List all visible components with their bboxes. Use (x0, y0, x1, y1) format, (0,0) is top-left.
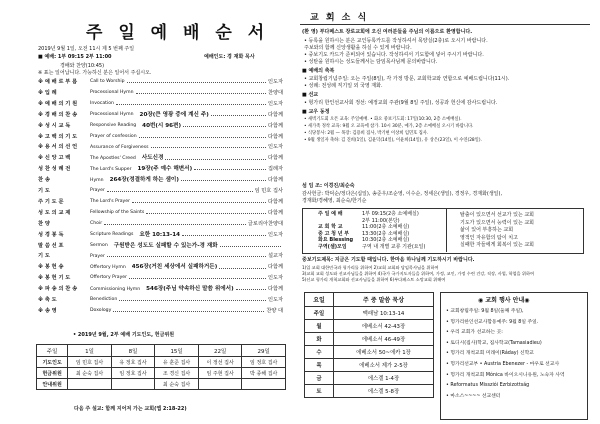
order-leader: 다함께 (267, 133, 283, 140)
order-item: ※ 송 영 (38, 307, 57, 314)
worship-title: 주 일 예 배 순 서 (86, 23, 270, 43)
worship-time: ■ 예배: 1부 09:15 2부 11:00 (38, 54, 112, 60)
schedule-row-label: 기도인도 (37, 357, 68, 368)
order-dots (119, 300, 266, 301)
order-row (38, 113, 283, 119)
order-row (38, 254, 283, 259)
news-line: • 새벽기도회 오픈 교육: 주일예배. • 화요 중보기도회: 17일(10:30, 2층 소예배실). (304, 117, 462, 122)
order-dots (129, 278, 266, 279)
events-title: ◉ 교회 행사 안내◉ (478, 297, 530, 304)
order-eng: Prayer of confession (90, 133, 137, 139)
order-dots (139, 137, 266, 138)
order-item: ※ 예 배 로 부 름 (38, 79, 78, 85)
meditation-text: 에스겔 5-8장 (334, 385, 434, 398)
order-dots (146, 213, 266, 214)
event-line: • 마소스~~~~ 선교센터 (446, 393, 501, 399)
order-eng: Benediction (90, 297, 118, 303)
schedule-row (37, 368, 286, 379)
order-leader: 인도자 (267, 144, 283, 151)
times-box-divider (446, 208, 447, 252)
order-eng: Commissioning Hymn (90, 286, 141, 292)
schedule-cell: 임 정호 집사 (111, 368, 155, 379)
meditation-row (305, 333, 434, 346)
order-row (38, 211, 283, 216)
order-dots (236, 289, 266, 290)
news-line: • 성탄을 원하시는 성도들께서는 담임목사님께 문의바랍니다. (304, 59, 438, 65)
news-title: 교 회 소 식 (310, 13, 369, 23)
order-row (38, 265, 283, 271)
order-dots (182, 235, 266, 236)
order-eng: Processional Hymn (90, 90, 134, 96)
prayer-title: 중보기도제목: 지금은 기도할 때입니다. 한마음 하나님께 기도하시기 바랍니다. (302, 257, 475, 263)
order-leader: 다함께 (267, 122, 283, 129)
prayer-line-1: 1)입 교회 대한민국과 헝가리를 위하여 2)교회 교회와 담임목사님을 위하여 (302, 265, 439, 270)
schedule-cell: 유 정호 집사 (111, 357, 155, 368)
schedule-cell (198, 379, 242, 390)
order-row (38, 80, 283, 85)
order-leader: 인도자 (267, 275, 283, 282)
order-eng: Offertory Prayer (90, 275, 128, 281)
order-eng: Scripture Readings (90, 232, 134, 238)
meditation-day: 목 (305, 359, 334, 372)
order-leader: 임 민호 집사 (254, 188, 283, 194)
order-row (38, 167, 283, 173)
order-row (38, 102, 283, 107)
schedule-cell: 임 주현 집사 (198, 368, 242, 379)
order-item: 찬 송 (38, 177, 50, 184)
order-eng: The Lord's Supper (90, 166, 132, 172)
order-leader: 인도자 (267, 79, 283, 85)
order-leader: 다함께 (267, 177, 283, 184)
schedule-header: 주일 (37, 345, 68, 357)
prayer-line-3: 5)선교 헝가리 개척교회와 선교사님들을 위하여 6)부다페스트 소망교회 위해여 (302, 277, 446, 282)
schedule-cell: 최 순숙 집사 (155, 379, 199, 390)
section-heading: ■ 선교 (302, 92, 319, 98)
meditation-day: 금 (305, 372, 334, 385)
news-line: • 새가족 정착 교육: 9월 오 교육에 참가. 10시 30분, 예가, 2층 소예배실 오시기 바랍니다. (304, 124, 474, 129)
order-dots (104, 224, 246, 225)
order-row (38, 298, 283, 303)
order-row (38, 200, 283, 205)
order-dots (127, 82, 266, 83)
order-item: 기 도 (38, 188, 50, 194)
meditation-text: 에스겔 1-4장 (334, 372, 434, 385)
order-item: ※ 고 백 의 기 도 (38, 133, 78, 140)
order-leader: 다함께 (267, 264, 283, 271)
time-value: 13:30(2층 소예배실) (362, 230, 410, 237)
order-row (38, 309, 283, 314)
order-detail: 20장(큰 영광 중에 계신 주) (139, 111, 209, 118)
meditation-day: 월 (305, 320, 334, 333)
time-value: 11:00(2층 소예배실) (362, 224, 410, 231)
event-line: • 교회창립주일: 9월 8일(둘째 주일), (446, 309, 524, 314)
news-line: • 등록을 원하시는 분은 교인등록카드를 작성하셔서 목양실(2층)로 오시기 바랍니다. (304, 38, 488, 44)
order-leader: 인도자 (267, 297, 283, 303)
meditation-text: 에베소서 46-49장 (334, 333, 434, 346)
schedule-cell (111, 379, 155, 390)
order-item: 성 찬 성 례 전 (38, 166, 71, 173)
schedule-row-label: 안내위원 (37, 379, 68, 390)
order-eng: Fellowship of the Saints (90, 210, 145, 216)
order-item: ※ 축 도 (38, 297, 57, 303)
schedule-cell: 이 정선 집사 (198, 357, 242, 368)
order-leader: 다함께 (267, 155, 283, 162)
event-line: • 헝가리선교부 • Austria Ebenezer - 마우로 선교사 (446, 362, 560, 367)
order-eng: The Lord's Prayer (90, 199, 130, 205)
time-label: 구역(셀)모임 (318, 244, 347, 250)
order-leader: 설교자 (267, 253, 283, 260)
schedule-table (36, 344, 286, 390)
meditation-text: 에베소서 42-43장 (334, 320, 434, 333)
order-item: ※ 파 송 의 찬 송 (38, 286, 78, 293)
vision-line: 탈출이 있으면서 선교가 있는 교회 (460, 212, 534, 218)
schedule-cell: 임 정호 집사 (242, 357, 286, 368)
meditation-text: 에베소서 제가 2-5장 (334, 359, 434, 372)
meditation-day: 수 (305, 346, 334, 359)
time-value: 2부 11:00(본당) (362, 217, 400, 224)
officers-label: 섬 임 조: 이경진/최순숙 (302, 183, 355, 189)
schedule-row (37, 357, 286, 368)
meditation-text: 맥래남 10:13-14 (334, 307, 434, 320)
meditation-row (305, 385, 434, 398)
order-item: ※ 성 시 교 독 (38, 122, 71, 129)
order-item: 기 도 (38, 253, 50, 260)
order-detail: 264장(정결하게 하는 샘이) (109, 177, 179, 184)
order-item: ※ 입 례 (38, 89, 57, 96)
order-eng: The Apostles' Creed (90, 155, 136, 161)
order-item: ※ 용 서 의 선 언 (38, 144, 78, 151)
event-line: • 토디시(집사)학교, 집사학교(Tamasiadieu) (446, 340, 542, 346)
order-eng: Call to Worship (90, 79, 125, 85)
officers-line-1: 감사헌금: 박덕순/정다은(십일), 송준우/조순영, 이수순, 정세은(생일), 경정우, 경재화(생일), (302, 191, 503, 197)
order-row (38, 222, 283, 227)
vision-line: 기도가 있으면서 능력이 있는 교회 (460, 219, 534, 226)
order-row (38, 244, 283, 250)
schedule-row-label: 헌금위원 (37, 368, 68, 379)
praise-time: 경배와 찬양(10:45) (60, 63, 105, 69)
order-leader: 인도자 (267, 100, 283, 107)
event-line: • 우리 교회가 선교하는 곳: (446, 330, 503, 336)
meditation-row (305, 372, 434, 385)
meditation-day: 화 (305, 333, 334, 346)
welcome-line: (환 영) 부다페스트 장로교회에 오신 여러분들을 주님의 이름으로 환영합니다. (302, 29, 473, 35)
order-dots (107, 191, 253, 192)
meditation-text: 에베소서 50~에카 1장 (334, 346, 434, 359)
schedule-cell: 최 순숙 집사 (68, 368, 112, 379)
order-row (38, 233, 283, 239)
order-eng: Responsive Reading (90, 123, 137, 129)
order-dots (165, 159, 265, 160)
order-detail: 구원받은 성도도 실패할 수 있는가-경 재화 (113, 242, 218, 249)
order-eng: Prayer (90, 253, 105, 259)
order-dots (181, 180, 266, 181)
officers-line-2: 경재화/경혜영, 최순숙/한기순 (302, 198, 367, 204)
order-leader: 찬양대 (267, 89, 283, 96)
order-row (38, 124, 283, 130)
order-leader: 글로리아찬양대 (247, 220, 283, 227)
time-label: 화요 Blessing (318, 237, 354, 244)
order-leader: 다함께 (267, 111, 283, 118)
worship-leader: 예배인도: 경 재화 목사 (204, 54, 255, 60)
order-eng: Offertory Hymn (90, 264, 126, 270)
meditation-row (305, 307, 434, 320)
news-line: • 식당봉사: 2월 — 목장: 김용희 집사, 박기현 이상희 임민호 집사. (304, 131, 429, 136)
order-leader: 인도자 (267, 231, 283, 238)
order-dots (107, 256, 266, 257)
time-value: 구역 내 개별 교류 기관(요일) (362, 244, 426, 250)
meditation-table (304, 292, 434, 398)
meditation-day: 주일 (305, 307, 334, 320)
order-dots (113, 311, 264, 312)
event-line: • 헝가리 개척교회 미래이(Ráday) 신학교 (446, 351, 534, 357)
meditation-header-day: 요일 (305, 293, 334, 307)
news-line: 주보와의 함께 신앙생활을 하실 수 있게 바랍니다. (304, 45, 412, 51)
news-line: • 중보기도 카드가 준비되어 있습니다. 작성하셔서 기도함에 넣어 주시기 바랍니다. (304, 52, 484, 58)
order-detail: 19장(주 예수 해변서) (137, 166, 193, 173)
schedule-header: 1일 (68, 345, 112, 357)
order-leader: 다함께 (267, 209, 283, 216)
order-leader: 찬양 대 (266, 307, 283, 314)
next-week-sermon: 다음 주 설교: 함께 지어져 가는 교회(엡 2:18-22) (74, 406, 187, 412)
order-dots (211, 115, 266, 116)
schedule-header: 29일 (242, 345, 286, 357)
order-item: 성 경 봉 독 (38, 231, 64, 238)
meditation-row (305, 346, 434, 359)
order-row (38, 145, 283, 150)
vision-line: 영적인 자유함의 탐이 치고 (460, 234, 518, 241)
order-dots (183, 126, 266, 127)
order-dots (136, 93, 266, 94)
time-label: 중 고 청 년 부 (318, 230, 350, 237)
order-dots (116, 104, 266, 105)
order-eng: Sermon (90, 243, 108, 248)
time-value: 10:30(2층 소예배실) (362, 237, 410, 244)
news-column (300, 0, 600, 424)
section-heading: ■ 예배의 축복 (302, 68, 335, 74)
order-row (38, 156, 283, 162)
order-item: ※ 신 앙 고 백 (38, 155, 71, 162)
order-eng: Doxology (90, 308, 112, 314)
order-row (38, 135, 283, 140)
order-item: 찬 양 (38, 220, 50, 227)
order-item: ※ 예 배 의 기 원 (38, 100, 78, 107)
order-dots (151, 147, 266, 148)
order-row (38, 276, 283, 281)
order-item: 말 씀 선 포 (38, 242, 64, 249)
order-eng: Assurance of Forgiveness (90, 144, 149, 150)
order-item: ※ 경 배 의 찬 송 (38, 111, 78, 118)
order-eng: Processional Hymn (90, 112, 134, 118)
meditation-header-text: 주 중 말씀 묵상 (334, 293, 434, 307)
prayer-line-2: 3)교회 교회 성도와 선교사님들을 위하여 4)국가 국가지도자들을 위하여, 가정, 교인, 가정 수련 건강, 직장, 사업, 학업을 위하여 (302, 271, 535, 276)
schedule-header: 15일 (155, 345, 199, 357)
order-eng: Prayer (90, 188, 105, 194)
order-leader: 다함께 (267, 198, 283, 205)
order-row (38, 91, 283, 96)
time-value: 1부 09:15(2층 소예배실) (362, 211, 419, 217)
order-item: ※ 봉 헌 송 (38, 264, 64, 271)
meditation-day: 토 (305, 385, 334, 398)
news-line: • 9월 생일자 축하: 김 진희(1일), 김윤덕(14일), 이윤희(14일), 유 상은(23일), 이 수연(28일). (304, 138, 482, 143)
schedule-header: 22일 (198, 345, 242, 357)
order-eng: Hymn (90, 177, 104, 183)
order-dots (220, 246, 281, 247)
schedule-row (37, 379, 286, 390)
news-line: • 헝가리 한인선교사회 정선: 예정교회 주관(9월 8일 주일), 성공과 헌신에 감사드립니다. (304, 100, 498, 106)
order-eng: Invocation (90, 101, 114, 107)
section-heading: ■ 교우 동정 (302, 109, 330, 115)
order-dots (194, 169, 266, 170)
order-detail: 456장(거친 세상에서 실패하거든) (131, 264, 218, 271)
meditation-row (305, 359, 434, 372)
order-item: ※ 봉 헌 기 도 (38, 275, 71, 282)
event-line: • 헝가리한인선교사합동예주: 9월 8일 주일. (446, 319, 539, 325)
news-line: • 성례: 전성례 직기일 외 국영 재화. (304, 83, 383, 89)
time-label: 주 일 예 배 (318, 211, 343, 217)
vision-line: 실패한 자들에게 회복이 있는 교회 (460, 242, 534, 248)
vision-line: 삶이 있어 부흥하는 교회 (460, 227, 514, 233)
schedule-cell (68, 379, 112, 390)
schedule-header: 8일 (111, 345, 155, 357)
news-divider (300, 24, 590, 25)
order-detail: 40번(시 96편) (142, 122, 182, 129)
order-eng: Choir (90, 220, 103, 226)
order-leader: 집례자 (267, 166, 283, 173)
event-line: • 헝가리 개척교회 Mónica 바이오시니유원, 노숙자 사역 (446, 372, 565, 378)
order-detail: 사도신경 (141, 155, 164, 162)
news-line: • 교회창립기념주일: 오는 주일(8일), 각 가정 방문, 교회학교와 연합으로 예배드립니다(11시). (304, 76, 510, 82)
schedule-cell: 조 경신 집사 (155, 368, 199, 379)
order-detail: 요한 10:13-14 (139, 231, 181, 238)
order-item: 성 도 의 교 제 (38, 209, 71, 216)
time-label: 교 회 학 교 (318, 224, 343, 231)
schedule-cell: 유 훈준 집사 (155, 357, 199, 368)
order-item: 주 기 도 문 (38, 198, 64, 205)
schedule-cell: 임 민호 집사 (68, 357, 112, 368)
order-row (38, 287, 283, 293)
order-dots (219, 268, 266, 269)
date-line: 2019년 9월 1일, 오전 11시 제 5 번째 주일 (38, 46, 135, 52)
schedule-cell: 박 종해 집사 (242, 368, 286, 379)
event-line: • Reformatus Missziói Ezrbizottság (446, 383, 530, 389)
meditation-row (305, 320, 434, 333)
order-row (38, 189, 283, 194)
order-row (38, 178, 283, 184)
standing-note: ※ 표는 일어납니다. 가능하신 분은 일어서 주십시오. (38, 70, 152, 76)
order-dots (132, 202, 266, 203)
schedule-title: • 2019년 9월, 2부 예배 기도인도, 헌금위원 (73, 332, 175, 338)
order-leader: 다함께 (267, 286, 283, 293)
schedule-cell (242, 379, 286, 390)
order-detail: 546장(주님 약속하신 말씀 위에서) (146, 286, 234, 293)
